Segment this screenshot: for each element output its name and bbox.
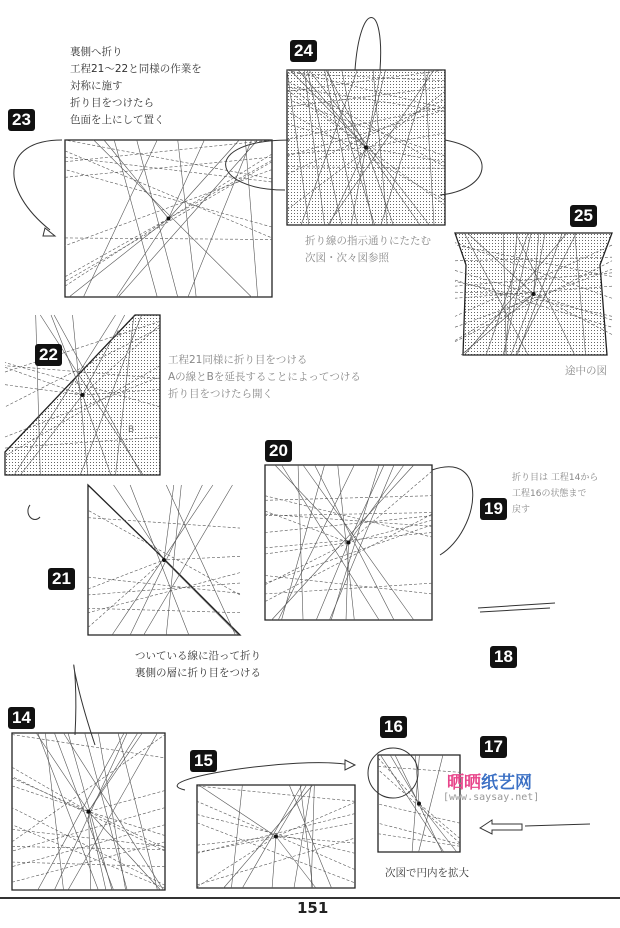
step-number-19: 19 — [480, 498, 507, 520]
step-number-21: 21 — [48, 568, 75, 590]
step-number-25: 25 — [570, 205, 597, 227]
step-number-24: 24 — [290, 40, 317, 62]
watermark-part1: 晒晒 — [447, 773, 481, 793]
diagram-step-22 — [5, 315, 160, 475]
diagram-step-23 — [65, 140, 272, 297]
instruction-step-24: 折り線の指示通りにたたむ 次図・次々図参照 — [305, 235, 431, 264]
step-number-15: 15 — [190, 750, 217, 772]
watermark-part2: 纸艺网 — [481, 773, 532, 793]
instruction-step-21: ついている線に沿って折り 裏側の層に折り目をつける — [135, 650, 261, 679]
page-number: 151 — [297, 899, 329, 917]
watermark-logo — [447, 768, 532, 793]
diagram-step-25 — [455, 233, 612, 355]
step-number-17: 17 — [480, 736, 507, 758]
label-a: A — [115, 330, 122, 340]
instruction-step-22: 工程21同様に折り目をつける Aの線とBを延長することによってつける 折り目をつけたら開く — [168, 354, 361, 400]
step-number-18: 18 — [490, 646, 517, 668]
watermark-url: [www.saysay.net] — [443, 792, 540, 803]
step-number-23: 23 — [8, 109, 35, 131]
step-number-20: 20 — [265, 440, 292, 462]
instruction-step-23: 裏側へ折り 工程21～22と同様の作業を 対称に施す 折り目をつけたら 色面を上にして置く — [70, 46, 202, 126]
instruction-step-25: 途中の図 — [565, 365, 607, 377]
diagram-step-14 — [12, 733, 165, 890]
step-number-14: 14 — [8, 707, 35, 729]
diagram-step-21 — [88, 485, 240, 635]
step-number-16: 16 — [380, 716, 407, 738]
diagram-step-20 — [265, 465, 432, 620]
diagram-step-24 — [287, 70, 445, 225]
diagram-step-15 — [197, 785, 355, 888]
instruction-step-17: 次図で円内を拡大 — [385, 867, 469, 879]
label-b: B — [128, 425, 135, 435]
step-number-22: 22 — [35, 344, 62, 366]
instruction-step-19: 折り目は 工程14から 工程16の状態まで 戻す — [512, 473, 599, 515]
